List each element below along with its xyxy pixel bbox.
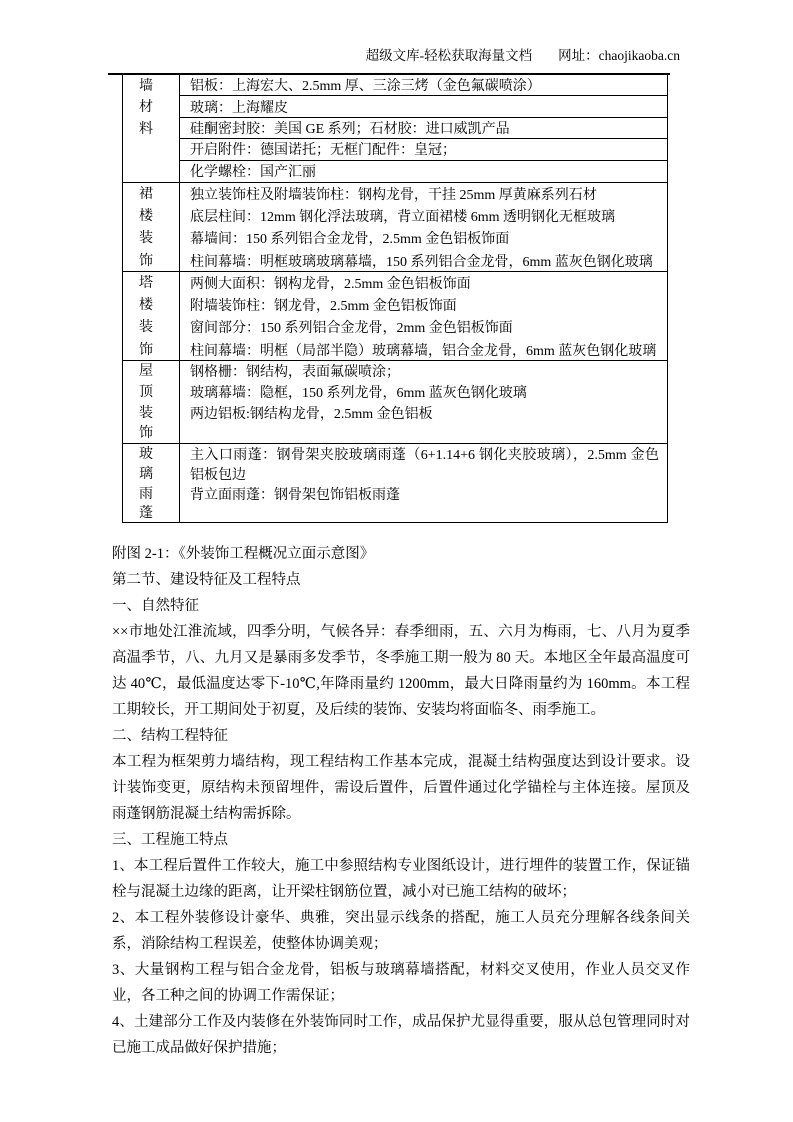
- spec-line: 幕墙间：150 系列铝合金龙骨，2.5mm 金色铝板饰面: [190, 232, 510, 248]
- figure-caption: 附图 2-1：《外装饰工程概况立面示意图》: [112, 546, 375, 562]
- spec-line: 主入口雨蓬：钢骨架夹胶玻璃雨蓬（6+1.14+6 钢化夹胶玻璃），2.5mm 金色铝板包边: [190, 448, 659, 483]
- body-text: [112, 541, 690, 1061]
- subsection-heading-construction: 三、工程施工特点: [112, 832, 228, 848]
- header-site-url: chaojikaoba.cn: [598, 48, 680, 63]
- spec-row: 铝板：上海宏大、2.5mm 厚、三涂三烤（金色氟碳喷涂）: [180, 75, 667, 96]
- spec-line: 两边铝板:钢结构龙骨，2.5mm 金色铝板: [190, 406, 433, 422]
- subsection-heading-structure: 二、结构工程特征: [112, 728, 228, 744]
- spec-row: 化学螺栓：国产汇丽: [190, 165, 316, 181]
- block-label: 裙楼装饰: [123, 183, 180, 271]
- spec-line: 玻璃幕墙：隐框，150 系列龙骨，6mm 蓝灰色钢化玻璃: [190, 385, 527, 401]
- block-content: [180, 183, 667, 271]
- block-content: [180, 75, 667, 182]
- paragraph-structure: 本工程为框架剪力墙结构，现工程结构工作基本完成，混凝土结构强度达到设计要求。设计装饰变更，原结构未预留埋件，需设后置件，后置件通过化学锚栓与主体连接。屋顶及雨蓬钢筋混凝土结构需拆除。: [112, 754, 690, 822]
- spec-line: 钢格栅：钢结构，表面氟碳喷涂；: [190, 365, 400, 380]
- header-brand: 超级文库-轻松获取海量文档: [365, 48, 533, 63]
- spec-line: 两侧大面积：钢构龙骨，2.5mm 金色铝板饰面: [190, 277, 471, 292]
- block-content: [180, 361, 667, 443]
- spec-line: 柱间幕墙：明框（局部半隐）玻璃幕墙，铝合金龙骨，6mm 蓝灰色钢化玻璃: [190, 343, 657, 359]
- table-block-wall-materials: [123, 75, 667, 182]
- paragraph-item-2: 2、本工程外装修设计豪华、典雅，突出显示线条的搭配，施工人员充分理解各线条间关系，消除结构工程误差，使整体协调美观；: [112, 910, 690, 952]
- section-heading: 第二节、建设特征及工程特点: [112, 572, 301, 588]
- block-label: 墙材料: [123, 75, 180, 182]
- page-header: [0, 47, 680, 65]
- block-content: [180, 272, 667, 360]
- spec-line: 柱间幕墙：明框玻璃玻璃幕墙，150 系列铝合金龙骨，6mm 蓝灰色钢化玻璃: [190, 254, 653, 270]
- block-label: 塔楼装饰: [123, 272, 180, 360]
- spec-line: 背立面雨蓬：钢骨架包饰铝板雨蓬: [190, 487, 400, 503]
- paragraph-item-4: 4、土建部分工作及内装修在外装饰同时工作，成品保护尤显得重要，服从总包管理同时对已施工成品做好保护措施；: [112, 1014, 690, 1056]
- spec-row: 开启附件：德国诺托；无框门配件：皇冠；: [180, 139, 667, 160]
- spec-line: 附墙装饰柱：钢龙骨，2.5mm 金色铝板饰面: [190, 299, 457, 315]
- paragraph-climate: ××市地处江淮流域，四季分明，气候各异：春季细雨，五、六月为梅雨，七、八月为夏季高温季节，八、九月又是暴雨多发季节，冬季施工期一般为 80 天。本地区全年最高温度可达 40℃，最低温度达零下-10℃,年降雨量约 1200mm，最大日降雨量约为 160mm。本工程工期较长，开工期间处于初夏，及后续的装饰、安装均将面临冬、雨季施工。: [112, 624, 690, 718]
- spec-row: 硅酮密封胶：美国 GE 系列；石材胶：进口威凯产品: [180, 118, 667, 139]
- table-block-tower-decoration: [123, 271, 667, 360]
- spec-line: 独立装饰柱及附墙装饰柱：钢构龙骨，干挂 25mm 厚黄麻系列石材: [190, 188, 597, 203]
- block-label: 屋顶装饰: [123, 361, 180, 443]
- table-block-roof-decoration: [123, 360, 667, 443]
- block-label: 玻璃雨蓬: [123, 444, 180, 522]
- table-block-podium-decoration: [123, 182, 667, 271]
- spec-line: 窗间部分：150 系列铝合金龙骨，2mm 金色铝板饰面: [190, 321, 513, 337]
- spec-table: [122, 75, 668, 523]
- subsection-heading-natural: 一、自然特征: [112, 598, 199, 614]
- spec-row: 玻璃：上海耀皮: [180, 96, 667, 117]
- paragraph-item-3: 3、大量钢构工程与铝合金龙骨，铝板与玻璃幕墙搭配，材料交叉使用，作业人员交叉作业，各工种之间的协调工作需保证；: [112, 962, 690, 1004]
- table-block-glass-canopy: [123, 443, 667, 522]
- header-site-label: 网址：: [558, 48, 599, 63]
- block-content: [180, 444, 667, 522]
- spec-line: 底层柱间：12mm 钢化浮法玻璃，背立面裙楼 6mm 透明钢化无框玻璃: [190, 210, 616, 226]
- paragraph-item-1: 1、本工程后置件工作较大，施工中参照结构专业图纸设计，进行埋件的装置工作，保证锚栓与混凝土边缘的距离，让开梁柱钢筋位置，减小对已施工结构的破坏；: [112, 858, 690, 900]
